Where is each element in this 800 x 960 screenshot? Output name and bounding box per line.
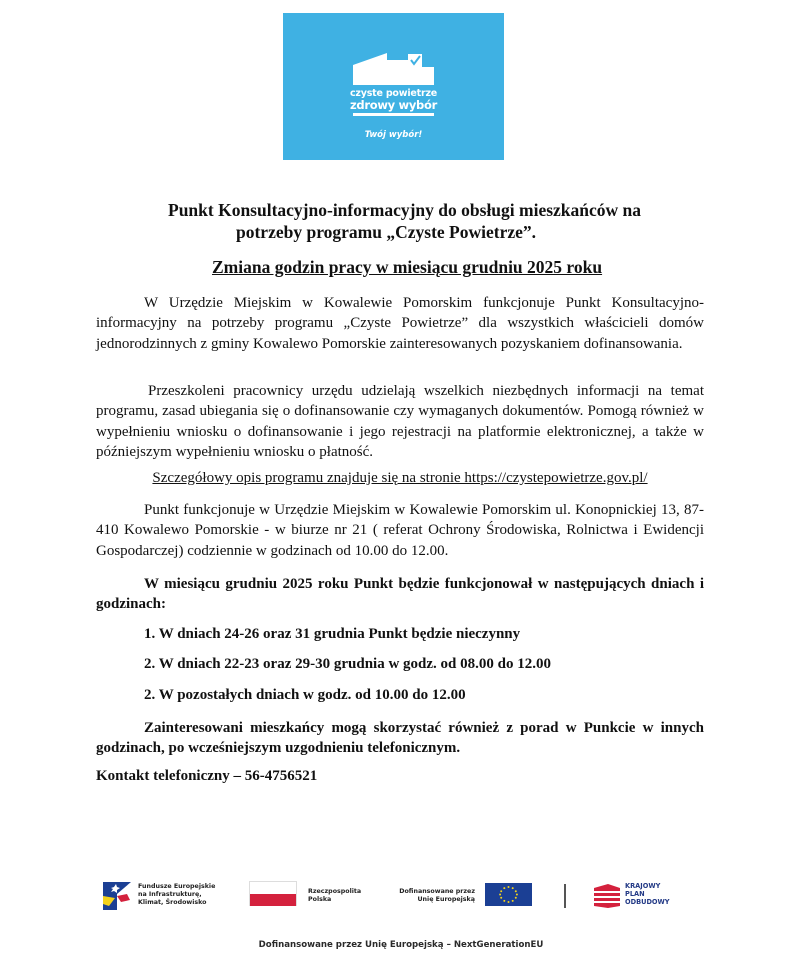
kpo-line1: KRAJOWY	[625, 882, 661, 890]
logo-tagline: Twój wybór!	[364, 130, 423, 140]
eu-flag-icon	[485, 883, 532, 906]
schedule-item: 1. W dniach 24-26 oraz 31 grudnia Punkt będzie nieczynny	[144, 626, 521, 642]
kpo-line2: PLAN	[625, 890, 645, 898]
fe-line1: Fundusze Europejskie	[138, 883, 216, 890]
program-link[interactable]: Szczegółowy opis programu znajduje się na stronie https://czystepowietrze.gov.pl/	[152, 470, 648, 486]
funding-footer	[97, 870, 705, 958]
fe-line2: na Infrastrukturę,	[138, 891, 202, 898]
kpo-line3: ODBUDOWY	[625, 898, 670, 906]
contact-phone: Kontakt telefoniczny – 56-4756521	[96, 768, 318, 784]
schedule-item: 2. W pozostałych dniach w godz. od 10.00 do 12.00	[144, 687, 466, 703]
page-title-line1: Punkt Konsultacyjno-informacyjny do obsługi mieszkańców na	[168, 200, 642, 220]
page-title-line2: potrzeby programu „Czyste Powietrze”.	[236, 222, 537, 242]
krajowy-plan-odbudowy-icon	[594, 884, 620, 908]
next-generation-eu-text: Dofinansowane przez Unię Europejską – NextGenerationEU	[258, 940, 544, 950]
fe-logo-text	[138, 883, 215, 907]
kpo-logo-text	[625, 882, 670, 906]
paragraph-other-hours: Zainteresowani mieszkańcy mogą skorzystać również z porad w Punkcie w innych godzinach, po wcześniejszym uzgodnieniu telefonicznym.	[96, 720, 704, 757]
czyste-powietrze-logo	[283, 13, 504, 160]
eu-line2: Unię Europejską	[417, 896, 475, 903]
eu-line1: Dofinansowane przez	[399, 888, 475, 895]
logo-line1: czyste powietrze	[349, 88, 438, 99]
eu-logo-text	[385, 888, 475, 904]
paragraph-intro: W Urzędzie Miejskim w Kowalewie Pomorskim funkcjonuje Punkt Konsultacyjno-informacyjny na potrzeby programu „Czyste Powietrze” dla wszystkich właścicieli domów jednorodzinnych z gminy Kowalewo Pomorskie zainteresowanych pozyskaniem dofinansowania.	[96, 295, 704, 352]
fundusze-europejskie-icon	[103, 880, 133, 912]
footer-divider	[564, 884, 566, 908]
polish-flag-icon	[249, 881, 297, 906]
paragraph-location: Punkt funkcjonuje w Urzędzie Miejskim w Kowalewie Pomorskim ul. Konopnickiej 13, 87-410 Kowalewo Pomorskie - w biurze nr 21 ( referat Ochrony Środowiska, Rolnictwa i Ewidencji Gospodarczej) codziennie w godzinach od 10.00 do 12.00.	[96, 502, 704, 559]
logo-line2: zdrowy wybór	[350, 98, 437, 112]
fe-line3: Klimat, Środowisko	[138, 899, 207, 906]
paragraph-december: W miesiącu grudniu 2025 roku Punkt będzie funkcjonował w następujących dniach i godzinach:	[96, 576, 704, 613]
page-subtitle: Zmiana godzin pracy w miesiącu grudniu 2025 roku	[212, 257, 603, 277]
schedule-item: 2. W dniach 22-23 oraz 29-30 grudnia w godz. od 08.00 do 12.00	[144, 656, 551, 672]
paragraph-staff: Przeszkoleni pracownicy urzędu udzielają wszelkich niezbędnych informacji na temat programu, zasad ubiegania się o dofinansowanie czy wymaganych dokumentów. Pomogą również w wypełnieniu wniosku o dofinansowanie i jego rejestracji na platformie elektronicznej, a także w późniejszym wypełnieniu wniosku o płatność.	[96, 383, 704, 461]
rp-line2: Polska	[308, 896, 332, 903]
rp-logo-text	[308, 888, 361, 904]
rp-line1: Rzeczpospolita	[308, 888, 362, 895]
